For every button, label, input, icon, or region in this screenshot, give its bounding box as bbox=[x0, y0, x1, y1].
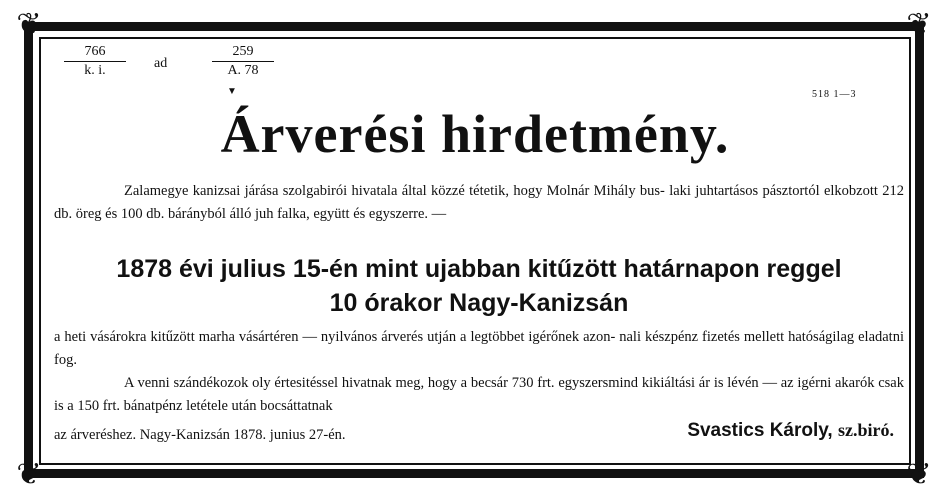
signature-role: sz.biró. bbox=[838, 420, 894, 440]
conditions-paragraph: A venni szándékozok oly értesitéssel hivatnak meg, hogy a becsár 730 frt. egyszersmind kikiáltási ár is lévén — az igérni akarók csak is a 150 frt. bánatpénz letétele után bocsáttatnak bbox=[54, 375, 904, 414]
date-headline: 1878 évi julius 15-én mint ujabban kitűzött határnapon reggel bbox=[116, 255, 842, 283]
ad-code: 518 1—3 bbox=[812, 89, 857, 100]
reference-fraction-right bbox=[212, 44, 274, 79]
notice-title: Árverési hirdetmény. bbox=[220, 104, 730, 164]
signature-name: Svastics Károly, bbox=[687, 420, 833, 441]
signature bbox=[687, 420, 894, 442]
sale-paragraph: a heti vásárokra kitűzött marha vásártéren — nyilvános árverés utján a legtöbbet igérőnek azon- nali készpénz fizetés mellett hatóságilag eladatni fog. bbox=[54, 329, 904, 368]
file-references bbox=[62, 44, 322, 97]
reference-number: 766 bbox=[64, 44, 126, 62]
floral-ornament-icon: ❦ bbox=[906, 7, 932, 42]
closing-line bbox=[54, 418, 904, 452]
reference-ad: ad bbox=[154, 56, 168, 71]
time-place-headline: 10 órakor Nagy-Kanizsán bbox=[329, 289, 629, 317]
floral-ornament-icon: ❦ bbox=[906, 457, 932, 492]
reference-fraction-left bbox=[64, 44, 126, 79]
floral-ornament-icon: ❦ bbox=[16, 7, 42, 42]
pointer-icon: ▼ bbox=[227, 86, 237, 97]
floral-ornament-icon: ❦ bbox=[16, 457, 42, 492]
intro-paragraph: Zalamegye kanizsai járása szolgabirói hivatala által közzé tétetik, hogy Molnár Mihály bus- laki juhtartásos pásztortól elkobzott 212 db. öreg és 100 db. bárányból álló juh falka, együtt és egyszerre. — bbox=[54, 183, 904, 222]
reference-year: A. 78 bbox=[227, 63, 259, 78]
closing-date: az árveréshez. Nagy-Kanizsán 1878. junius 27-én. bbox=[54, 427, 346, 443]
reference-office: k. i. bbox=[84, 63, 106, 78]
reference-number: 259 bbox=[212, 44, 274, 62]
